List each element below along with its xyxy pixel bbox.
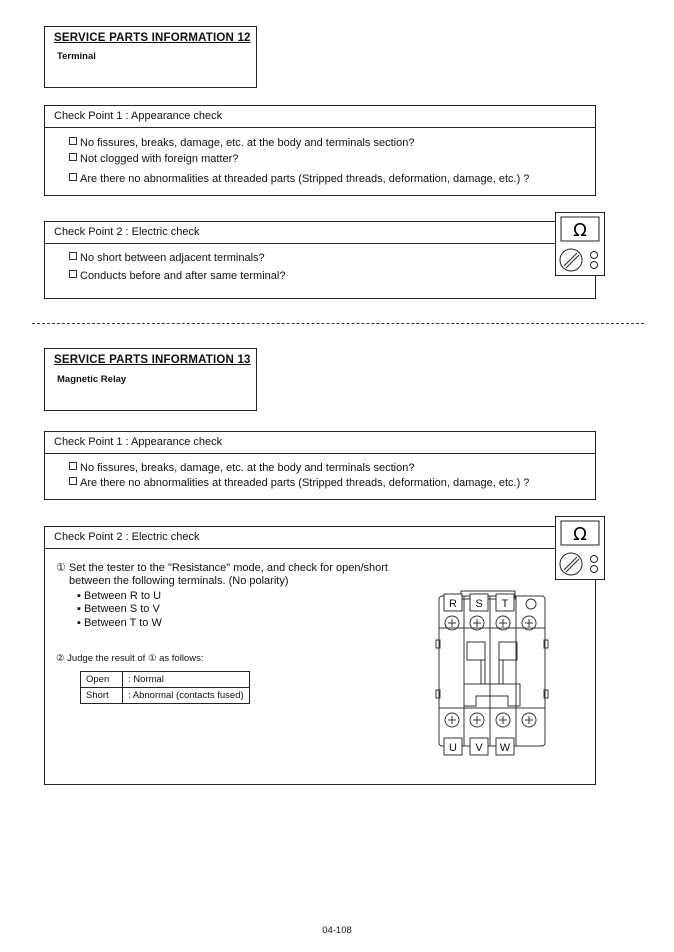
section-title: SERVICE PARTS INFORMATION 13 <box>54 354 251 366</box>
terminal-label-t: T <box>501 598 509 610</box>
svg-text:Ω: Ω <box>573 524 587 545</box>
step-2-text: ② Judge the result of ① as follows: <box>56 653 204 664</box>
magnetic-relay-diagram <box>434 588 550 760</box>
check-item: Conducts before and after same terminal? <box>69 270 285 282</box>
checkbox-icon <box>69 252 77 260</box>
bullet-item: ▪ Between S to V <box>77 603 160 615</box>
checkbox-icon <box>69 153 77 161</box>
check-item: No short between adjacent terminals? <box>69 252 265 264</box>
step-1-text: ① Set the tester to the "Resistance" mode, and check for open/short <box>56 562 388 574</box>
svg-text:Ω: Ω <box>573 220 587 241</box>
check-item: Are there no abnormalities at threaded parts (Stripped threads, deformation, damage, etc.) ? <box>69 173 529 185</box>
checkbox-icon <box>69 477 77 485</box>
terminal-label-s: S <box>475 598 483 610</box>
section-title: SERVICE PARTS INFORMATION 12 <box>54 32 251 44</box>
terminal-label-w: W <box>499 742 511 754</box>
checkbox-icon <box>69 462 77 470</box>
check-item: Not clogged with foreign matter? <box>69 153 238 165</box>
section-title-box <box>44 348 257 411</box>
bullet-item: ▪ Between R to U <box>77 590 162 602</box>
result-table <box>80 671 250 704</box>
checkbox-icon <box>69 270 77 278</box>
tester-icon <box>555 516 605 580</box>
check-point-2-box <box>44 221 596 299</box>
check-item: No fissures, breaks, damage, etc. at the body and terminals section? <box>69 137 414 149</box>
section-divider <box>32 323 644 324</box>
section-title-box <box>44 26 257 88</box>
bullet-item: ▪ Between T to W <box>77 617 162 629</box>
checkbox-icon <box>69 137 77 145</box>
checkbox-icon <box>69 173 77 181</box>
table-row: Short : Abnormal (contacts fused) <box>81 688 250 704</box>
section-subtitle: Magnetic Relay <box>57 374 127 385</box>
tester-icon <box>555 212 605 276</box>
check-point-1-box <box>44 431 596 500</box>
step-1-text-cont: between the following terminals. (No polarity) <box>69 575 289 587</box>
check-point-1-box <box>44 105 596 196</box>
page-number: 04-108 <box>322 925 352 936</box>
check-point-header: Check Point 1 : Appearance check <box>45 106 595 128</box>
check-item: No fissures, breaks, damage, etc. at the body and terminals section? <box>69 462 414 474</box>
section-subtitle: Terminal <box>57 51 96 62</box>
terminal-label-v: V <box>475 742 483 754</box>
check-point-header: Check Point 2 : Electric check <box>45 222 555 244</box>
check-point-header: Check Point 2 : Electric check <box>45 527 555 549</box>
check-item: Are there no abnormalities at threaded parts (Stripped threads, deformation, damage, etc.) ? <box>69 477 529 489</box>
terminal-label-r: R <box>449 598 457 610</box>
table-row: Open : Normal <box>81 672 250 688</box>
check-point-header: Check Point 1 : Appearance check <box>45 432 595 454</box>
terminal-label-u: U <box>449 742 457 754</box>
